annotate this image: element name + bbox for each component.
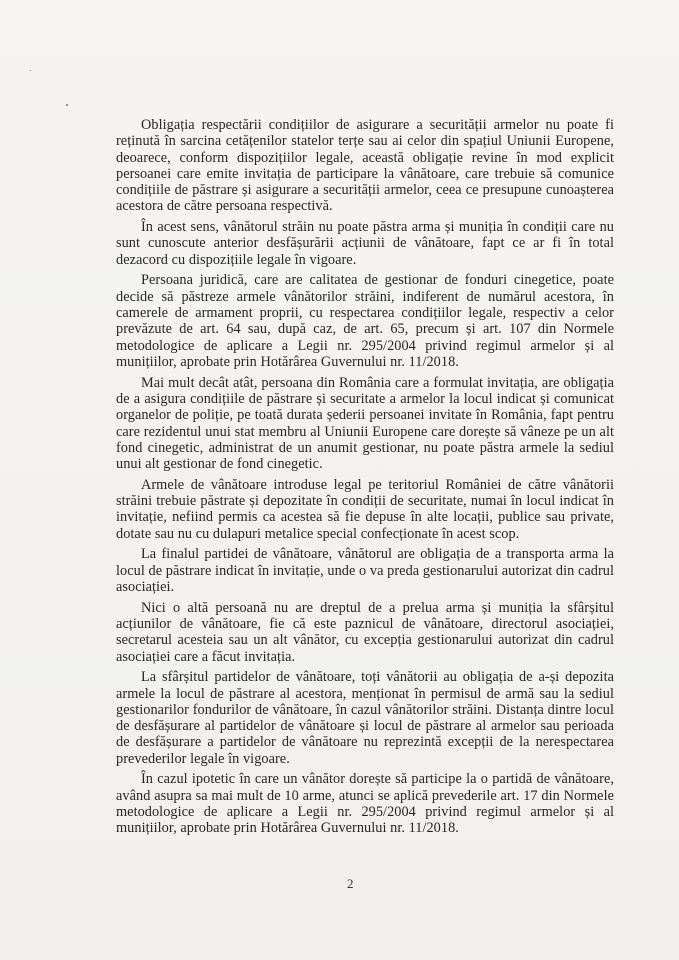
paragraph: În acest sens, vânătorul străin nu poate păstra arma și muniția în condiții care nu sunt cunoscute anterior desfășurării acțiunii de vânătoare, fapt ce ar fi în total dezacord cu dispozițiile legale în vigoare. <box>116 219 614 268</box>
paragraph: În cazul ipotetic în care un vânător dorește să participe la o partidă de vânătoare, având asupra sa mai mult de 10 arme, atunci se aplică prevederile art. 17 din Normele metodologice de aplicare a Legii nr. 295/2004 privind regimul armelor și al munițiilor, aprobate prin Hotărârea Guvernului nr. 11/2018. <box>116 771 614 837</box>
scan-speck <box>30 70 31 71</box>
paragraph: Nici o altă persoană nu are dreptul de a prelua arma și muniția la sfârșitul acțiunilor de vânătoare, fie că este paznicul de vânătoare, directorul asociației, secretarul acesteia sau un alt vânător, cu excepția gestionarului autorizat din cadrul asociației care a făcut invitația. <box>116 599 614 665</box>
page-number: 2 <box>347 876 354 891</box>
paragraph: La sfârșitul partidelor de vânătoare, toți vânătorii au obligația de a-și depozita armele la locul de păstrare al acestora, menționat în permisul de armă sau la sediul gestionarilor fondurilor de vânătoare, în cazul vânătorilor străini. Distanța dintre locul de desfășurare al partidelor de vânătoare și locul de păstrare al armelor sau perioada de desfășurare a partidelor de vânătoare nu reprezintă excepții de la nerespectarea prevederilor legale în vigoare. <box>116 669 614 767</box>
document-body <box>116 117 614 841</box>
paragraph: Obligația respectării condițiilor de asigurare a securității armelor nu poate fi reținută în sarcina cetățenilor statelor terțe sau ai celor din spațiul Uniunii Europene, deoarece, conform dispozițiilor legale, această obligație revine în mod explicit persoanei care emite invitația de participare la vânătoare, care trebuie să comunice condițiile de păstrare și asigurare a securității armelor, ceea ce presupune cunoașterea acestora de către persoana respectivă. <box>116 117 614 215</box>
paragraph: Persoana juridică, care are calitatea de gestionar de fonduri cinegetice, poate decide să păstreze armele vânătorilor străini, indiferent de numărul acestora, în camerele de armament proprii, cu respectarea condițiilor legale, respectiv a celor prevăzute de art. 64 sau, după caz, de art. 65, precum și art. 107 din Normele metodologice de aplicare a Legii nr. 295/2004 privind regimul armelor și al munițiilor, aprobate prin Hotărârea Guvernului nr. 11/2018. <box>116 272 614 370</box>
scan-speck <box>66 104 68 106</box>
paragraph: Mai mult decât atât, persoana din România care a formulat invitația, are obligația de a asigura condițiile de păstrare și securitate a armelor la locul indicat și comunicat organelor de poliție, pe toată durata șederii persoanei invitate în România, fapt pentru care rezidentul unui stat membru al Uniunii Europene care dorește să vâneze pe un alt fond cinegetic, administrat de un anumit gestionar, nu poate păstra armele la sediul unui alt gestionar de fond cinegetic. <box>116 374 614 473</box>
paragraph: Armele de vânătoare introduse legal pe teritoriul României de către vânătorii străini trebuie păstrate și depozitate în condiții de securitate, numai în locul indicat în invitație, nefiind permis ca acestea să fie depuse în alte locații, publice sau private, dotate sau nu cu dulapuri metalice special confecționate în acest scop. <box>116 476 614 542</box>
paragraph: La finalul partidei de vânătoare, vânătorul are obligația de a transporta arma la locul de păstrare indicat în invitație, unde o va preda gestionarului autorizat din cadrul asociației. <box>116 546 614 595</box>
